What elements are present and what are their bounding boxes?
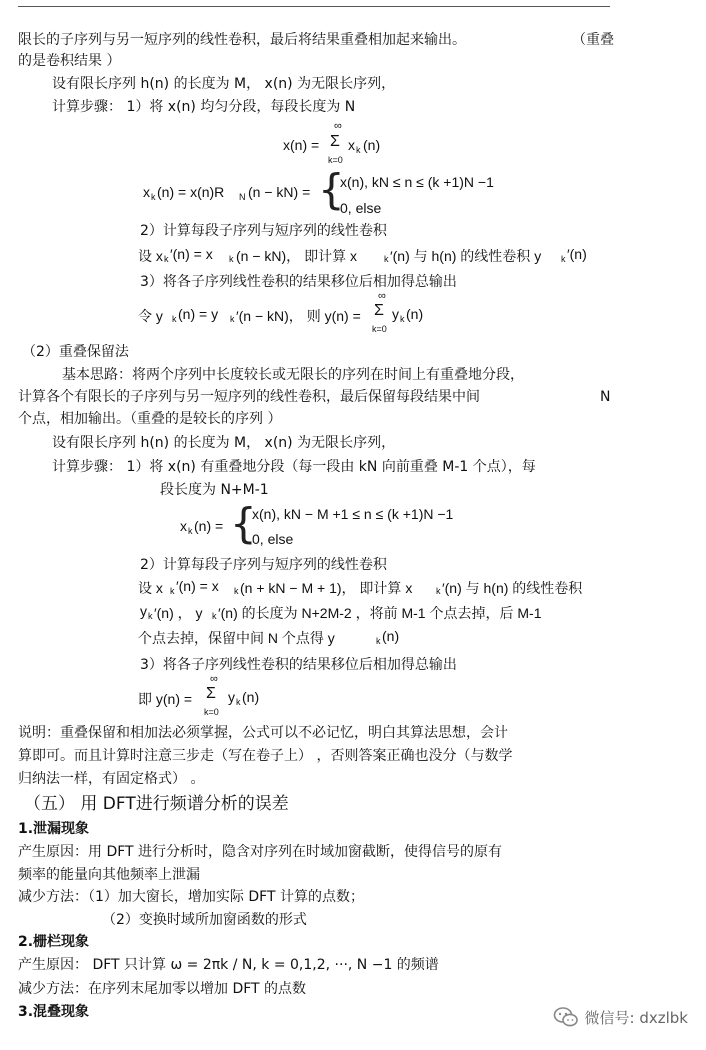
- text-line: 3）将各子序列线性卷积的结果移位后相加得总输出: [140, 657, 457, 673]
- text-line: 3）将各子序列线性卷积的结果移位后相加得总输出: [140, 274, 457, 290]
- text-line: 基本思路：将两个序列中长度较长或无限长的序列在时间上有重叠地分段，: [62, 367, 524, 383]
- left-brace: {: [230, 499, 257, 548]
- watermark: [553, 1006, 688, 1028]
- text-line: 计算各个有限长的子序列与另一短序列的线性卷积，最后保留每段结果中间: [18, 389, 480, 405]
- text-line: 产生原因： DFT 只计算 ω = 2πk / N, k = 0,1,2, ···, N −1 的频谱: [18, 957, 439, 973]
- subsection-heading: 1.泄漏现象: [18, 821, 90, 837]
- text-line: 减少方法：（1）加大窗长，增加实际 DFT 计算的点数；: [18, 889, 364, 905]
- text-line: 频率的能量向其他频率上泄漏: [18, 867, 200, 883]
- section-heading: （2）重叠保留法: [22, 344, 129, 360]
- text-line: 设有限长序列 h(n) 的长度为 M， x(n) 为无限长序列，: [52, 76, 396, 92]
- text-line: N: [600, 389, 611, 405]
- wechat-icon: [553, 1006, 579, 1028]
- text-line: （重叠: [572, 32, 614, 48]
- document-page: 限长的子序列与另一短序列的线性卷积，最后将结果重叠相加起来输出。 （重叠 的是卷积结果 ） 设有限长序列 h(n) 的长度为 M， x(n) 为无限长序列， 计算步骤： 1）将 x(n) 均匀分段，每段长度为 N x(n) = ∞ Σ k=0 x k (n) x k (n) = x(n)R N (n − kN) = { x(n), kN ≤ n ≤ (k +1)N −1 0, else 2）计算每段子序列与短序列的线性卷积 设 x k ′(n) = x k (n − kN)， 即计算 x k ′(n) 与 h(n) 的线性卷积 y k ′(n) 3）将各子序列线性卷积的结果移位后相加得总输出 令 y k (n) = y k ′(n − kN)， 则 y(n) = ∞ Σ k=0 y k (n) （2）重叠保留法 基本思路：将两个序列中长度较长或无限长的序列在时间上有重叠地分段， 计算各个有限长的子序列与另一短序列的线性卷积，最后保留每段结果中间 N 个点，相加输出。（重叠的是较长的序列 ） 设有限长序列 h(n) 的长度为 M， x(n) 为无限长序列， 计算步骤： 1）将 x(n) 有重叠地分段（每一段由 kN 向前重叠 M-1 个点），每 段长度为 N+M-1 x k (n) = { x(n), kN − M +1 ≤ n ≤ (k +1)N −1 0, else 2）计算每段子序列与短序列的线性卷积 设 x k ′(n) = x k (n + kN − M + 1)， 即计算 x k ′(n) 与 h(n) 的线性卷积 y k ′(n) ， y k ′(n) 的长度为 N+2M-2 ，将前 M-1 个点去掉，后 M-1 个点去掉，保留中间 N 个点得 y k (n) 3）将各子序列线性卷积的结果移位后相加得总输出 即 y(n) = ∞ Σ k=0 y k (n) 说明：重叠保留和相加法必须掌握，公式可以不必记忆，明白其算法思想，会计 算即可。而且计算时注意三步走（写在卷子上） ，否则答案正确也没分（与数学 归纳法一样，有固定格式） 。 （五） 用 DFT进行频谱分析的误差 1.泄漏现象 产生原因：用 DFT 进行分析时，隐含对序列在时域加窗截断，使得信号的原有 频率的能量向其他频率上泄漏 减少方法：（1）加大窗长，增加实际 DFT 计算的点数； （2）变换时域所加窗函数的形式 2.栅栏现象 产生原因： DFT 只计算 ω = 2πk / N, k = 0,1,2, ···, N −1 的频谱 减少方法：在序列末尾加零以增加 DFT 的点数 3.混叠现象 微信号: dxzlbk: [0, 0, 706, 1050]
- text-line: 2）计算每段子序列与短序列的线性卷积: [140, 557, 387, 573]
- text-line: 2）计算每段子序列与短序列的线性卷积: [140, 223, 387, 239]
- subsection-heading: 2.栅栏现象: [18, 934, 90, 950]
- text-line: 减少方法：在序列末尾加零以增加 DFT 的点数: [18, 981, 307, 997]
- text-line: 个点，相加输出。（重叠的是较长的序列 ）: [18, 411, 282, 427]
- text-line: 段长度为 N+M-1: [160, 482, 269, 498]
- text-line: 的是卷积结果 ）: [18, 53, 121, 69]
- left-brace: {: [318, 165, 345, 214]
- text-line: 设有限长序列 h(n) 的长度为 M， x(n) 为无限长序列，: [52, 435, 396, 451]
- text-line: （2）变换时域所加窗函数的形式: [102, 912, 307, 928]
- text-line: 说明：重叠保留和相加法必须掌握，公式可以不必记忆，明白其算法思想，会计: [18, 725, 508, 741]
- text-line: 计算步骤： 1）将 x(n) 有重叠地分段（每一段由 kN 向前重叠 M-1 个点），每: [52, 459, 536, 475]
- text-line: 产生原因：用 DFT 进行分析时，隐含对序列在时域加窗截断，使得信号的原有: [18, 844, 503, 860]
- text-line: 算即可。而且计算时注意三步走（写在卷子上） ，否则答案正确也没分（与数学: [18, 748, 513, 764]
- top-rule: [18, 6, 610, 7]
- subsection-heading: 3.混叠现象: [18, 1004, 90, 1020]
- text-line: 归纳法一样，有固定格式） 。: [18, 771, 205, 787]
- text-line: 计算步骤： 1）将 x(n) 均匀分段，每段长度为 N: [52, 99, 356, 115]
- text-line: 限长的子序列与另一短序列的线性卷积，最后将结果重叠相加起来输出。: [18, 32, 466, 48]
- watermark-text: 微信号: dxzlbk: [584, 1008, 688, 1027]
- section-heading: （五） 用 DFT进行频谱分析的误差: [24, 794, 289, 814]
